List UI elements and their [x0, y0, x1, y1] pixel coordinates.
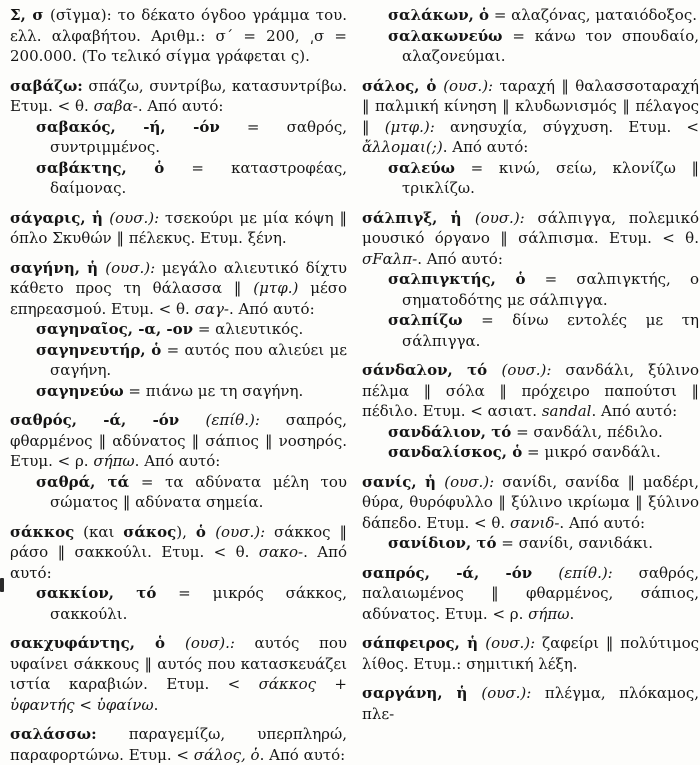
normal-text: = αλιευτικός.	[193, 320, 304, 338]
italic-text: sandal	[541, 402, 592, 420]
normal-text: σάκκος ‖ ράσο ‖ σακκούλι. Ετυμ. < θ.	[10, 522, 347, 561]
headword: Σ, σ	[10, 6, 50, 24]
normal-text: = μικρό σανδάλι.	[522, 443, 661, 461]
italic-text: ὑφαντής	[10, 695, 75, 714]
normal-text: αυτός που υφαίνει σάκκους ‖ αυτός που κατασκευάζει ιστία καραβιών. Ετυμ. <	[10, 634, 347, 693]
normal-text: .	[569, 604, 575, 623]
dictionary-entry	[362, 563, 699, 625]
normal-text: παραγεμίζω, υπερπληρώ, παραφορτώνω. Ετυμ. <	[10, 725, 347, 764]
normal-text: σάλπιγγα, πολεμικό μουσικό όργανο ‖ σάλπισμα. Ετυμ. < θ.	[362, 208, 700, 247]
italic-text: σανιδ-	[509, 513, 560, 532]
headword: σαλακωνεύω	[388, 26, 503, 45]
headword: σάνδαλον, τό	[362, 361, 502, 379]
headword: σάπφειρος, ἡ	[362, 634, 486, 652]
normal-text: . Από αυτό:	[228, 299, 315, 318]
normal-text: ταραχή ‖ θαλασσοταραχή ‖ παλμική κίνηση ‖ κλυδωνισμός ‖ πέλαγος ‖	[362, 76, 699, 136]
normal-text: = κάνω τον σπουδαίο, αλαζονεύμαι.	[402, 26, 699, 65]
italic-text: (ουσ.):	[215, 522, 266, 541]
italic-text: (ουσ.):	[105, 258, 156, 277]
dictionary-subentry	[10, 319, 347, 340]
italic-text: σάκκος	[258, 675, 317, 693]
headword: σαγηνευτήρ, ὁ	[36, 340, 162, 359]
normal-text: . Από αυτό:	[559, 513, 646, 532]
headword: σάλπιγξ, ἡ	[362, 208, 475, 227]
dictionary-entry	[10, 258, 347, 320]
headword: σάκκος	[10, 522, 75, 541]
headword: σανδάλιον, τό	[388, 422, 512, 441]
dictionary-subentry	[362, 442, 699, 463]
italic-text: ὑφαίνω	[96, 695, 154, 714]
headword: σαγηνεύω	[36, 381, 124, 400]
dictionary-entry	[10, 5, 347, 67]
normal-text: τσεκούρι με μία κόψη ‖ όπλο Σκυθών ‖ πέλεκυς. Ετυμ. ξένη.	[10, 208, 347, 247]
italic-text: σαβα-	[93, 97, 138, 115]
dictionary-subentry	[362, 269, 699, 310]
normal-text: . Από αυτό:	[591, 402, 678, 420]
headword: σαβάκτης, ὁ	[36, 158, 165, 177]
dictionary-entry	[362, 633, 699, 674]
italic-text: (ουσ.):	[109, 208, 160, 227]
normal-text: .	[153, 695, 159, 714]
scan-artifact	[0, 578, 4, 592]
headword: σαβακός, -ή, -όν	[36, 117, 220, 136]
italic-text: σFαλπ-	[362, 249, 418, 268]
italic-text: (ουσ.):	[501, 361, 552, 379]
headword: σάλος, ὁ	[362, 76, 444, 95]
normal-text: = σανίδι, σανιδάκι.	[496, 534, 653, 552]
headword: σαπρός, -ά, -όν	[362, 563, 559, 582]
dictionary-entry	[362, 76, 699, 158]
normal-text: +	[316, 675, 348, 693]
dictionary-entry	[10, 76, 347, 117]
normal-text: σανίδι, σανίδα ‖ μαδέρι, θύρα, θυρόφυλλο ‖ ξύλινο ικρίωμα ‖ ξύλινο δάπεδο. Ετυμ. < θ.	[362, 472, 699, 532]
italic-text: ἄλλομαι(;)	[362, 138, 443, 156]
dictionary-entry	[10, 208, 347, 249]
headword: σανίδιον, τό	[388, 534, 497, 552]
italic-text: σακο-	[258, 543, 304, 561]
normal-text: σαπρός, φθαρμένος ‖ αδύνατος ‖ σάπιος ‖ νοσηρός. Ετυμ. < ρ.	[10, 411, 347, 470]
italic-text: (ουσ).:	[185, 634, 235, 652]
dictionary-subentry	[10, 381, 347, 402]
normal-text: = καταστροφέας, δαίμονας.	[50, 158, 348, 197]
normal-text: μέσο επηρεασμού. Ετυμ. < θ.	[10, 279, 347, 318]
italic-text: (ουσ.):	[474, 208, 525, 227]
headword: σαλπίζω	[388, 311, 463, 329]
headword: σάγαρις, ἡ	[10, 208, 110, 227]
italic-text: (ουσ.):	[444, 472, 495, 491]
normal-text: = κινώ, σείω, κλονίζω ‖ τρικλίζω.	[402, 158, 699, 197]
normal-text: . Από αυτό:	[137, 97, 224, 115]
normal-text: μεγάλο αλιευτικό δίχτυ κάθετο προς τη θάλασσα ‖	[10, 258, 347, 297]
normal-text: . Από αυτό:	[259, 745, 346, 764]
dictionary-entry	[362, 360, 699, 422]
italic-text: (ουσ.):	[443, 76, 494, 95]
headword: σανδαλίσκος, ὁ	[388, 443, 523, 461]
normal-text: σανδάλι, ξύλινο πέλμα ‖ σόλα ‖ πρόχειρο παπούτσι ‖ πέδιλο. Ετυμ. < ασιατ.	[362, 361, 699, 420]
normal-text: = τα αδύνατα μέλη του σώματος ‖ αδύνατα σημεία.	[50, 472, 347, 511]
normal-text: σπάζω, συντρίβω, κατασυντρίβω. Ετυμ. < θ.	[10, 76, 347, 115]
headword: σαλάσσω:	[10, 725, 97, 743]
headword: σαθρός, -ά, -όν	[10, 411, 206, 429]
headword: σαλάκων, ὁ	[388, 6, 490, 24]
italic-text: (μτφ.)	[253, 279, 299, 297]
italic-text: (επίθ.):	[205, 411, 260, 429]
dictionary-subentry	[362, 158, 699, 199]
normal-text: (και	[74, 522, 124, 541]
italic-text: σάλος, ὁ	[193, 745, 260, 764]
normal-text: <	[74, 695, 97, 714]
italic-text: (επίθ.):	[558, 563, 613, 582]
normal-text: = αυτός που αλιεύει με σαγήνη.	[50, 340, 347, 379]
italic-text: (μτφ.):	[384, 117, 435, 136]
normal-text: = πιάνω με τη σαγήνη.	[123, 381, 304, 400]
left-column	[10, 5, 347, 765]
normal-text: (σῖγμα): το δέκατο όγδοο γράμμα του. ελλ. αλφαβήτου. Αριθμ.: σ´ = 200, ͵σ = 200.000. (Το τελικό σίγμα γράφεται ς).	[10, 6, 347, 65]
headword: σακχυφάντης, ὁ	[10, 634, 185, 652]
headword: σαλεύω	[388, 158, 455, 177]
bold-text: ὁ	[195, 522, 216, 541]
dictionary-entry	[362, 683, 699, 724]
normal-text: = σαθρός, συντριμμένος.	[50, 117, 347, 156]
headword: σαγηναῖος, -α, -ον	[36, 320, 194, 338]
normal-text: = σαλπιγκτής, ο σηματοδότης με σάλπιγγα.	[402, 270, 699, 309]
normal-text: ζαφείρι ‖ πολύτιμος λίθος. Ετυμ.: σημιτική λέξη.	[362, 634, 700, 673]
normal-text: σαθρός, παλαιωμένος ‖ φθαρμένος, σάπιος, αδύνατος. Ετυμ. < ρ.	[362, 563, 699, 623]
dictionary-subentry	[362, 310, 699, 351]
dictionary-entry	[10, 724, 347, 765]
dictionary-entry	[10, 522, 347, 584]
normal-text: ανησυχία, σύγχυση. Ετυμ. <	[434, 117, 699, 136]
normal-text: = σανδάλι, πέδιλο.	[511, 422, 663, 441]
normal-text: . Από αυτό:	[442, 138, 529, 156]
normal-text: = δίνω εντολές με τη σάλπιγγα.	[402, 311, 699, 350]
dictionary-entry	[362, 208, 699, 270]
dictionary-subentry	[10, 340, 347, 381]
italic-text: σήπω	[93, 452, 135, 470]
italic-text: σήπω	[528, 604, 570, 623]
dictionary-entry	[10, 633, 347, 715]
dictionary-entry	[10, 410, 347, 472]
normal-text: ),	[176, 522, 196, 541]
normal-text: . Από αυτό:	[10, 543, 347, 582]
dictionary-subentry	[362, 5, 699, 26]
dictionary-subentry	[362, 26, 699, 67]
headword: σακκίον, τό	[36, 584, 157, 602]
right-column	[362, 5, 699, 765]
dictionary-subentry	[10, 158, 347, 199]
bold-text: σάκος	[123, 522, 177, 541]
dictionary-subentry	[10, 472, 347, 513]
headword: σαλπιγκτής, ὁ	[388, 270, 526, 288]
normal-text: πλέγμα, πλόκαμος, πλε-	[362, 684, 699, 723]
normal-text: = αλαζόνας, ματαιόδοξος.	[489, 6, 698, 24]
headword: σαγήνη, ἡ	[10, 258, 106, 277]
normal-text: . Από αυτό:	[134, 452, 221, 470]
italic-text: σαγ-	[194, 299, 229, 318]
dictionary-subentry	[10, 117, 347, 158]
dictionary-subentry	[362, 422, 699, 443]
italic-text: (ουσ.):	[485, 634, 536, 652]
dictionary-entry	[362, 472, 699, 534]
headword: σαβάζω:	[10, 76, 83, 95]
dictionary-subentry	[10, 583, 347, 624]
headword: σανίς, ἡ	[362, 472, 445, 491]
headword: σαργάνη, ἡ	[362, 684, 482, 702]
dictionary-subentry	[362, 533, 699, 554]
normal-text: = μικρός σάκκος, σακκούλι.	[50, 584, 347, 623]
headword: σαθρά, τά	[36, 472, 130, 491]
italic-text: (ουσ.):	[481, 684, 532, 702]
normal-text: . Από αυτό:	[417, 249, 503, 268]
